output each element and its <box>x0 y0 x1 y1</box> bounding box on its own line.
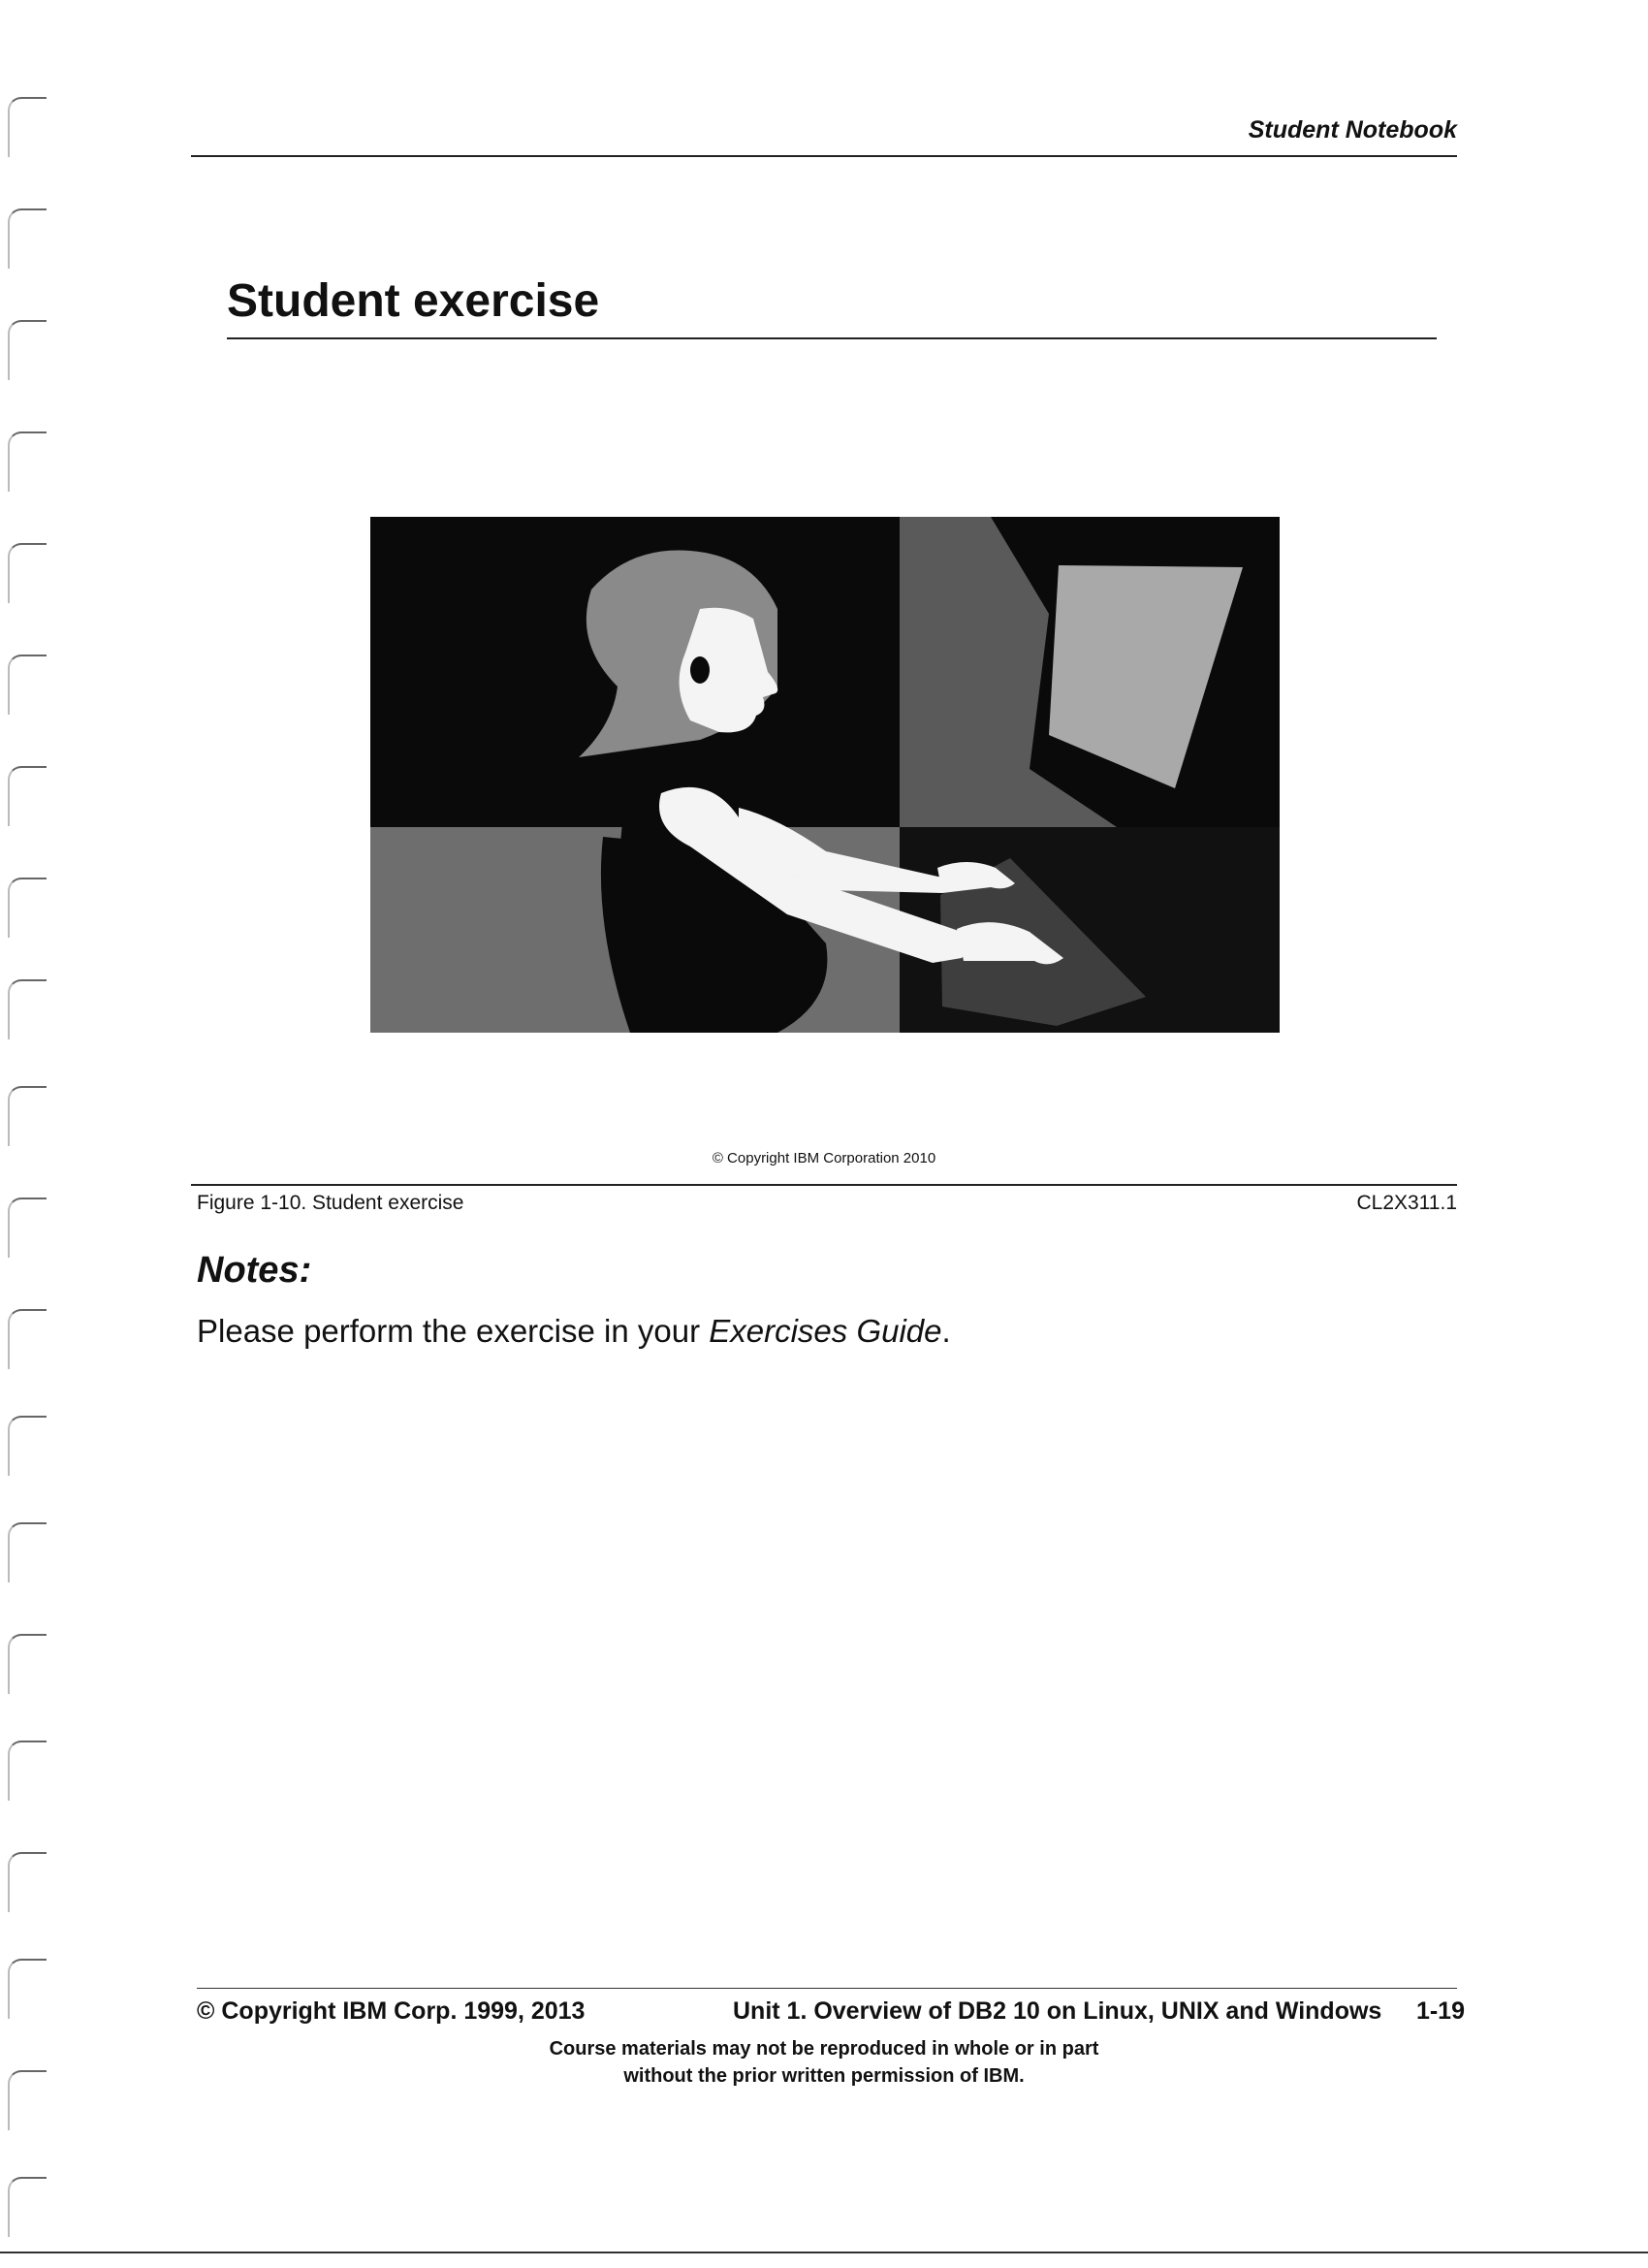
footer-note-line: without the prior written permission of IBM. <box>623 2065 1025 2087</box>
punch-mark <box>8 655 47 715</box>
punch-mark <box>8 97 47 157</box>
notes-body <box>197 1313 951 1350</box>
footer-note <box>0 2035 1648 2090</box>
notes-text: Please perform the exercise in your <box>197 1313 710 1349</box>
notes-heading: Notes: <box>197 1250 312 1291</box>
caption-divider <box>191 1184 1457 1186</box>
punch-mark <box>8 1741 47 1801</box>
punch-mark <box>8 320 47 380</box>
figure-caption: Figure 1-10. Student exercise <box>197 1192 464 1214</box>
punch-mark <box>8 1086 47 1146</box>
punch-mark <box>8 2177 47 2237</box>
notes-emphasis: Exercises Guide <box>709 1313 942 1349</box>
punch-mark <box>8 1522 47 1582</box>
punch-mark <box>8 1416 47 1476</box>
ear <box>690 656 710 684</box>
punch-mark <box>8 1309 47 1369</box>
figure-code: CL2X311.1 <box>1356 1192 1457 1214</box>
student-at-computer-illustration <box>370 517 1280 1033</box>
header-divider <box>191 155 1457 157</box>
footer-divider <box>197 1988 1457 1989</box>
footer-unit: Unit 1. Overview of DB2 10 on Linux, UNIX and Windows <box>733 1997 1382 2025</box>
footer-page-number: 1-19 <box>1415 1997 1465 2025</box>
punch-mark <box>8 1959 47 2019</box>
punch-mark <box>8 878 47 938</box>
title-divider <box>227 337 1437 339</box>
punch-mark <box>8 1852 47 1912</box>
page-bottom-edge <box>0 2252 1648 2253</box>
punch-mark <box>8 979 47 1039</box>
punch-mark <box>8 543 47 603</box>
page-title: Student exercise <box>227 275 600 327</box>
punch-mark <box>8 1198 47 1258</box>
notes-text-end: . <box>941 1313 951 1349</box>
punch-mark <box>8 431 47 492</box>
header-title: Student Notebook <box>1248 116 1457 144</box>
punch-mark <box>8 208 47 269</box>
footer-note-line: Course materials may not be reproduced in whole or in part <box>549 2038 1099 2060</box>
figure-copyright: © Copyright IBM Corporation 2010 <box>712 1150 936 1166</box>
punch-mark <box>8 766 47 826</box>
footer-copyright: © Copyright IBM Corp. 1999, 2013 <box>197 1997 586 2025</box>
punch-mark <box>8 1634 47 1694</box>
